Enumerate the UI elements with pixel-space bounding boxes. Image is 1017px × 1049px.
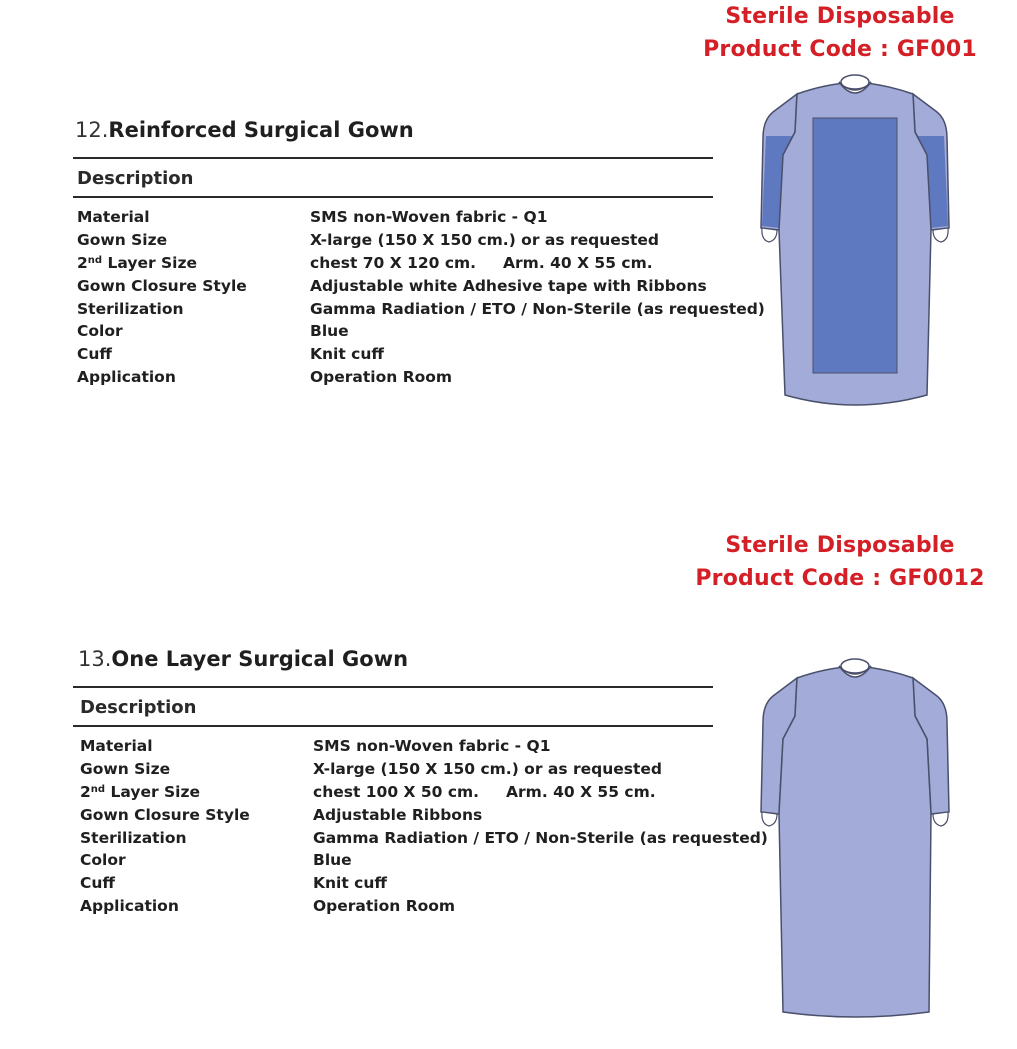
cuff-left: [762, 228, 777, 242]
spec-value: X-large (150 X 150 cm.) or as requested: [310, 230, 659, 249]
product-code: Product Code : GF0012: [695, 566, 985, 591]
spec-label: Cuff: [80, 874, 115, 893]
description-heading: Description: [80, 697, 197, 718]
spec-value: Operation Room: [313, 897, 456, 916]
spec-row-cuff: [80, 874, 760, 897]
chest-reinforcement: [813, 118, 897, 373]
cuff-right: [933, 228, 948, 242]
spec-row-closure-style: [80, 806, 760, 829]
spec-value: Blue: [313, 851, 352, 870]
cuff-left: [762, 812, 777, 826]
spec-label-text: Layer Size: [105, 782, 201, 801]
spec-table: [80, 737, 768, 920]
spec-label: Sterilization: [80, 828, 187, 847]
product-section-reinforced-gown: [0, 0, 1017, 520]
spec-row-application: [77, 368, 757, 391]
spec-row-second-layer-size: [80, 783, 760, 806]
spec-row-application: [80, 897, 760, 920]
spec-label: Application: [77, 368, 176, 387]
spec-label-text: Layer Size: [102, 253, 198, 272]
product-section-one-layer-gown: [0, 529, 1017, 1049]
spec-label: [77, 254, 197, 272]
spec-row-second-layer-size: [77, 254, 757, 277]
spec-label-prefix: 2: [77, 253, 88, 272]
spec-value: Adjustable white Adhesive tape with Ribbons: [310, 276, 707, 295]
product-code: Product Code : GF001: [703, 37, 977, 62]
cuff-right: [933, 812, 948, 826]
spec-value: Gamma Radiation / ETO / Non-Sterile (as requested): [310, 299, 765, 318]
product-header: [685, 529, 995, 595]
spec-value: Blue: [310, 322, 349, 341]
spec-value: SMS non-Woven fabric - Q1: [313, 737, 551, 755]
spec-row-color: [80, 851, 760, 874]
spec-row-color: [77, 322, 757, 345]
spec-row-sterilization: [77, 299, 765, 323]
spec-value: Adjustable Ribbons: [313, 805, 483, 824]
spec-label: Application: [80, 897, 179, 916]
reinforced-gown-illustration: [755, 70, 955, 415]
description-heading: Description: [77, 168, 194, 189]
spec-value: chest 70 X 120 cm. Arm. 40 X 55 cm.: [310, 253, 653, 272]
description-divider: [73, 196, 713, 198]
product-title: [75, 118, 414, 142]
spec-label: Sterilization: [77, 299, 184, 318]
product-name: One Layer Surgical Gown: [111, 647, 409, 671]
spec-value: Knit cuff: [310, 345, 384, 364]
spec-label: Gown Size: [80, 759, 171, 778]
spec-row-gown-size: [77, 231, 757, 254]
spec-row-sterilization: [80, 828, 768, 852]
spec-label: Material: [80, 737, 153, 755]
product-number: 12.: [75, 118, 109, 142]
spec-value: Knit cuff: [313, 874, 387, 893]
gown-neck: [841, 659, 869, 673]
sterile-label: Sterile Disposable: [725, 4, 955, 29]
spec-label: Gown Closure Style: [77, 276, 247, 295]
product-name: Reinforced Surgical Gown: [108, 118, 414, 142]
gown-neck: [841, 75, 869, 89]
title-divider: [73, 157, 713, 159]
product-title: [78, 647, 408, 671]
spec-row-material: [77, 208, 757, 231]
spec-value: Operation Room: [310, 368, 453, 387]
spec-label: Material: [77, 208, 150, 226]
spec-value: chest 100 X 50 cm. Arm. 40 X 55 cm.: [313, 782, 656, 801]
description-divider: [73, 725, 713, 727]
spec-label: Color: [80, 851, 126, 870]
spec-row-closure-style: [77, 277, 757, 300]
title-divider: [73, 686, 713, 688]
gown-body: [779, 666, 931, 1017]
spec-row-gown-size: [80, 760, 760, 783]
spec-label-superscript: nd: [87, 254, 103, 266]
spec-value: Gamma Radiation / ETO / Non-Sterile (as requested): [313, 828, 768, 847]
sterile-label: Sterile Disposable: [725, 533, 955, 558]
product-number: 13.: [78, 647, 112, 671]
spec-label: [80, 783, 200, 801]
spec-label-prefix: 2: [80, 782, 91, 801]
one-layer-gown-illustration: [755, 654, 955, 1024]
spec-label: Gown Closure Style: [80, 805, 250, 824]
spec-table: [77, 208, 765, 391]
product-header: [690, 0, 990, 66]
spec-row-material: [80, 737, 760, 760]
spec-value: SMS non-Woven fabric - Q1: [310, 208, 548, 226]
spec-value: X-large (150 X 150 cm.) or as requested: [313, 759, 662, 778]
spec-label: Gown Size: [77, 230, 168, 249]
spec-label-superscript: nd: [90, 783, 106, 795]
spec-label: Color: [77, 322, 123, 341]
spec-label: Cuff: [77, 345, 112, 364]
spec-row-cuff: [77, 345, 757, 368]
